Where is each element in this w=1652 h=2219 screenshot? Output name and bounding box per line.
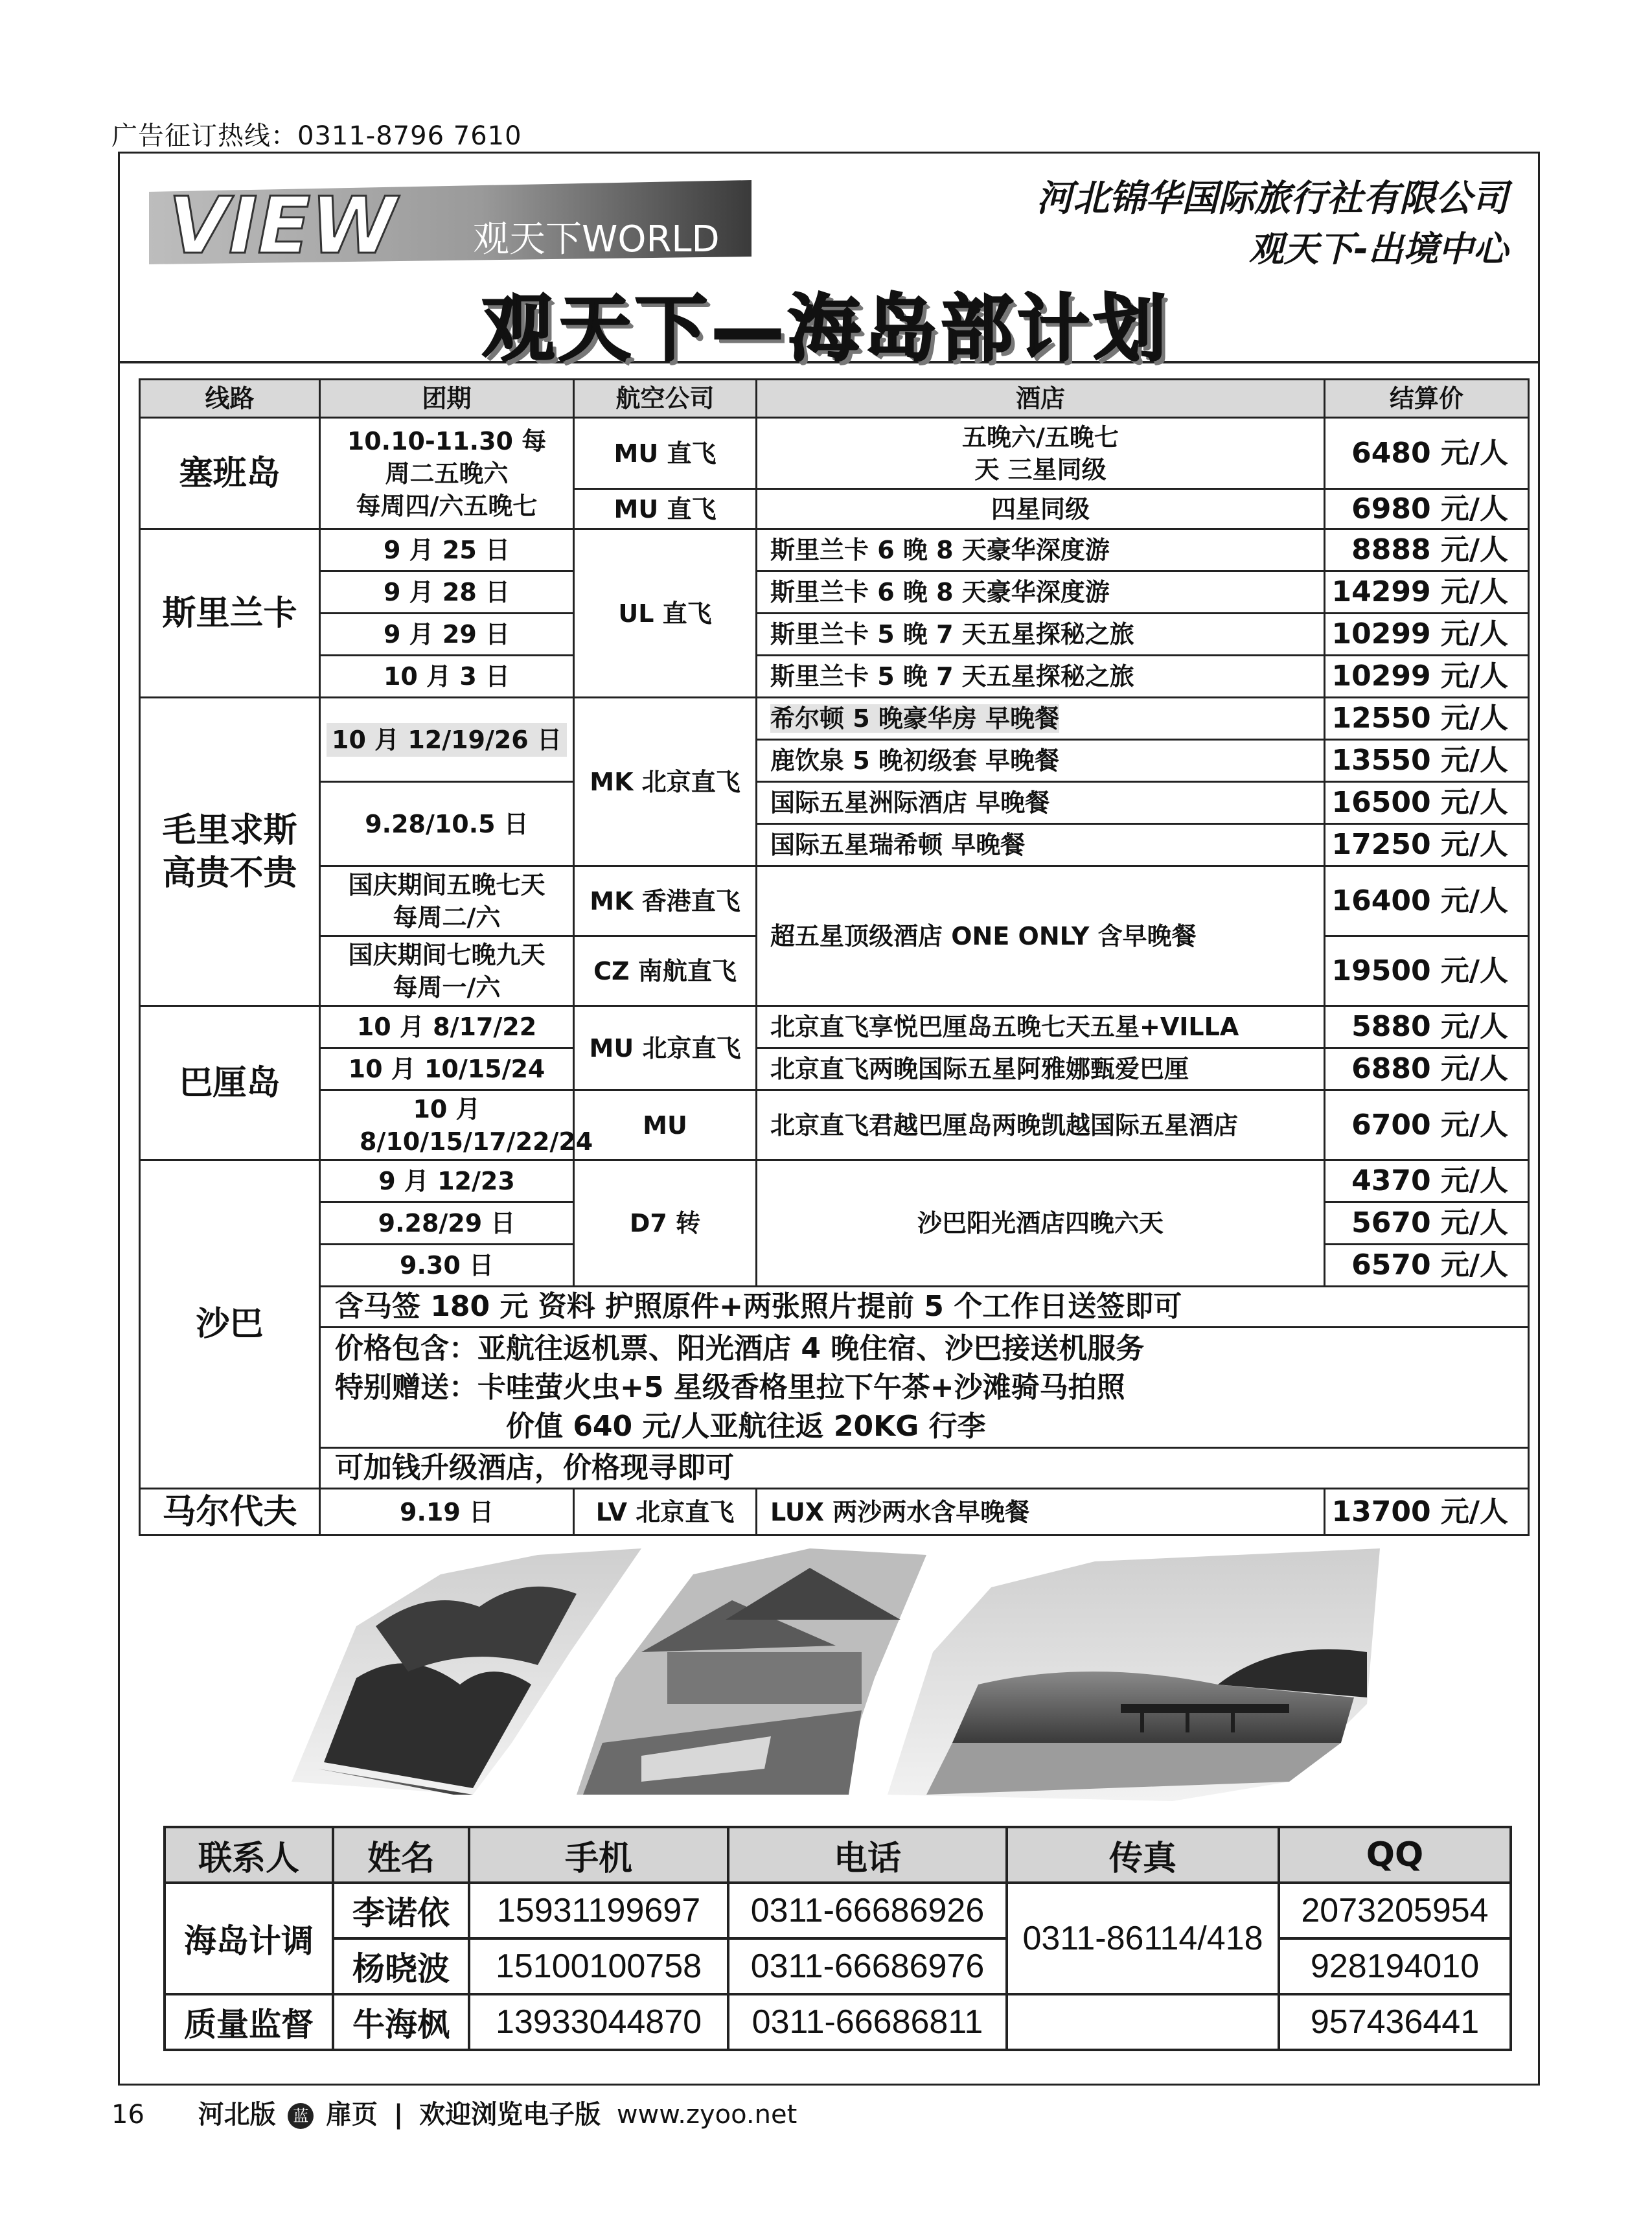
hotel-cell: 国际五星瑞希顿 早晚餐 [757,824,1325,866]
hotel-cell: 北京直飞君越巴厘岛两晚凯越国际五星酒店 [757,1090,1325,1160]
contact-name: 牛海枫 [333,1994,469,2050]
contact-mobile: 15931199697 [469,1883,728,1938]
contact-qq: 957436441 [1279,1994,1511,2050]
price-cell: 13700 元/人 [1325,1489,1529,1535]
date-cell [320,698,574,782]
col-header-contact: 联系人 [165,1827,333,1883]
hotel-cell: 超五星顶级酒店 ONE ONLY 含早晚餐 [757,866,1325,1006]
table-row [140,571,1529,614]
website-link[interactable]: www.zyoo.net [616,2100,797,2130]
route-table [139,378,1530,1536]
date-cell: 10 月 8/10/15/17/22/24 [320,1090,574,1160]
note-line: 价值 640 元/人亚航往返 20KG 行李 [506,1409,986,1443]
price-cell: 6880 元/人 [1325,1048,1529,1090]
col-header-phone: 电话 [728,1827,1007,1883]
date-cell: 9.28/10.5 日 [320,782,574,866]
contact-mobile: 15100100758 [469,1938,728,1994]
contact-qq: 928194010 [1279,1938,1511,1994]
region-sabah: 沙巴 [140,1160,320,1489]
contact-phone: 0311-66686926 [728,1883,1007,1938]
hotel-cell: 斯里兰卡 6 晚 8 天豪华深度游 [757,571,1325,614]
contact-phone: 0311-66686976 [728,1938,1007,1994]
date-cell: 10 月 10/15/24 [320,1048,574,1090]
region-saipan: 塞班岛 [140,418,320,529]
view-logo [149,180,751,264]
company-name: 河北锦华国际旅行社有限公司 [1037,178,1508,220]
logo-wordmark: VIEW [168,181,396,264]
price-cell: 6570 元/人 [1325,1245,1529,1287]
date-cell [320,418,574,529]
contact-fax: 0311-86114/418 [1007,1883,1279,1994]
airline-cell: UL 直飞 [574,529,757,698]
table-row [140,1328,1529,1448]
photo-beach [888,1548,1380,1801]
table-row [140,656,1529,698]
price-cell: 12550 元/人 [1325,698,1529,740]
department-name: 观天下-出境中心 [1248,229,1508,270]
table-row [140,782,1529,824]
airline-cell: CZ 南航直飞 [574,936,757,1006]
hotel-cell: 斯里兰卡 6 晚 8 天豪华深度游 [757,529,1325,571]
col-header-name: 姓名 [333,1827,469,1883]
region-sri-lanka: 斯里兰卡 [140,529,320,698]
contact-name: 李诺依 [333,1883,469,1938]
price-cell: 5880 元/人 [1325,1006,1529,1048]
date-text: 每周四/六五晚七 [356,491,538,520]
date-cell: 9 月 28 日 [320,571,574,614]
col-header-airline: 航空公司 [574,380,757,418]
date-cell: 9 月 25 日 [320,529,574,571]
airline-cell: MU 直飞 [574,489,757,529]
hotel-text: 希尔顿 5 晚豪华房 早晚餐 [770,704,1060,733]
date-cell: 国庆期间五晚七天 每周二/六 [320,866,574,936]
price-cell: 8888 元/人 [1325,529,1529,571]
contact-group-island: 海岛计调 [165,1883,333,1994]
price-cell: 10299 元/人 [1325,614,1529,656]
table-row [140,614,1529,656]
sabah-visa-note: 含马签 180 元 资料 护照原件+两张照片提前 5 个工作日送签即可 [320,1287,1529,1328]
col-header-price: 结算价 [1325,380,1529,418]
hotel-cell: 沙巴阳光酒店四晚六天 [757,1160,1325,1287]
contact-mobile: 13933044870 [469,1994,728,2050]
col-header-fax: 传真 [1007,1827,1279,1883]
footer-separator: | [393,2100,404,2130]
date-cell: 9.30 日 [320,1245,574,1287]
contact-row [165,1994,1511,2050]
contact-row [165,1883,1511,1938]
blue-badge-icon: 蓝 [288,2103,314,2129]
note-line: 价格包含：亚航往返机票、阳光酒店 4 晚住宿、沙巴接送机服务 [335,1331,1145,1365]
airline-cell: MU 直飞 [574,418,757,489]
contact-qq: 2073205954 [1279,1883,1511,1938]
page-footer [111,2094,797,2131]
airline-cell: MU 北京直飞 [574,1006,757,1090]
price-cell: 6980 元/人 [1325,489,1529,529]
region-maldives: 马尔代夫 [140,1489,320,1535]
price-cell: 19500 元/人 [1325,936,1529,1006]
contact-phone: 0311-66686811 [728,1994,1007,2050]
date-text: 10 月 12/19/26 日 [327,723,567,757]
island-photo-strip [279,1548,1393,1801]
edition-label: 河北版 [198,2100,276,2130]
date-text: 10.10-11.30 每周二五晚六 [347,426,547,488]
table-row [140,1090,1529,1160]
page-number: 16 [111,2100,144,2130]
sabah-upgrade-note: 可加钱升级酒店，价格现寻即可 [320,1448,1529,1489]
welcome-text: 欢迎浏览电子版 [419,2100,601,2130]
price-cell: 13550 元/人 [1325,740,1529,782]
price-cell: 6480 元/人 [1325,418,1529,489]
airline-cell: MK 北京直飞 [574,698,757,866]
price-cell: 14299 元/人 [1325,571,1529,614]
hotel-cell: LUX 两沙两水含早晚餐 [757,1489,1325,1535]
price-cell: 10299 元/人 [1325,656,1529,698]
date-cell: 国庆期间七晚九天 每周一/六 [320,936,574,1006]
table-row [140,1160,1529,1202]
airline-cell: MU [574,1090,757,1160]
table-row [140,418,1529,489]
table-row [140,866,1529,936]
contact-fax-empty [1007,1994,1279,2050]
table-row [140,1048,1529,1090]
date-cell: 9.28/29 日 [320,1202,574,1245]
table-row [140,1287,1529,1328]
col-header-mobile: 手机 [469,1827,728,1883]
col-header-date: 团期 [320,380,574,418]
hotel-cell [757,698,1325,740]
price-cell: 16400 元/人 [1325,866,1529,936]
ad-hotline: 广告征订热线：0311-8796 7610 [111,121,522,151]
hotel-cell: 斯里兰卡 5 晚 7 天五星探秘之旅 [757,614,1325,656]
col-header-hotel: 酒店 [757,380,1325,418]
region-mauritius: 毛里求斯 高贵不贵 [140,698,320,1006]
airline-cell: D7 转 [574,1160,757,1287]
airline-cell: MK 香港直飞 [574,866,757,936]
date-cell: 10 月 3 日 [320,656,574,698]
logo-subtitle: 观天下WORLD [473,218,720,260]
section-label: 扉页 [326,2100,378,2130]
plan-title: 观天下—海岛部计划 [482,287,1170,371]
hotel-cell: 北京直飞两晚国际五星阿雅娜甄爱巴厘 [757,1048,1325,1090]
sabah-package-note [320,1328,1529,1448]
col-header-qq: QQ [1279,1827,1511,1883]
price-cell: 4370 元/人 [1325,1160,1529,1202]
price-cell: 5670 元/人 [1325,1202,1529,1245]
price-cell: 16500 元/人 [1325,782,1529,824]
airline-cell: LV 北京直飞 [574,1489,757,1535]
photo-resort [577,1548,926,1795]
date-cell: 9 月 12/23 [320,1160,574,1202]
table-row [140,1448,1529,1489]
contact-name: 杨晓波 [333,1938,469,1994]
hotel-cell: 国际五星洲际酒店 早晚餐 [757,782,1325,824]
date-cell: 9 月 29 日 [320,614,574,656]
hotel-cell: 鹿饮泉 5 晚初级套 早晚餐 [757,740,1325,782]
contact-row [165,1938,1511,1994]
hotel-cell: 五晚六/五晚七天 三星同级 [757,418,1325,489]
date-cell: 9.19 日 [320,1489,574,1535]
note-line: 特别赠送：卡哇萤火虫+5 星级香格里拉下午茶+沙滩骑马拍照 [335,1370,1125,1404]
table-row [140,529,1529,571]
price-cell: 6700 元/人 [1325,1090,1529,1160]
hotel-cell: 北京直飞享悦巴厘岛五晚七天五星+VILLA [757,1006,1325,1048]
price-cell: 17250 元/人 [1325,824,1529,866]
col-header-route: 线路 [140,380,320,418]
contact-group-quality: 质量监督 [165,1994,333,2050]
hotel-cell: 斯里兰卡 5 晚 7 天五星探秘之旅 [757,656,1325,698]
contact-table [163,1826,1512,2051]
table-row [140,698,1529,740]
date-cell: 10 月 8/17/22 [320,1006,574,1048]
table-row [140,1006,1529,1048]
region-bali: 巴厘岛 [140,1006,320,1160]
contact-table-header [165,1827,1511,1883]
route-table-header [140,380,1529,418]
hotel-cell: 四星同级 [757,489,1325,529]
table-row [140,1489,1529,1535]
